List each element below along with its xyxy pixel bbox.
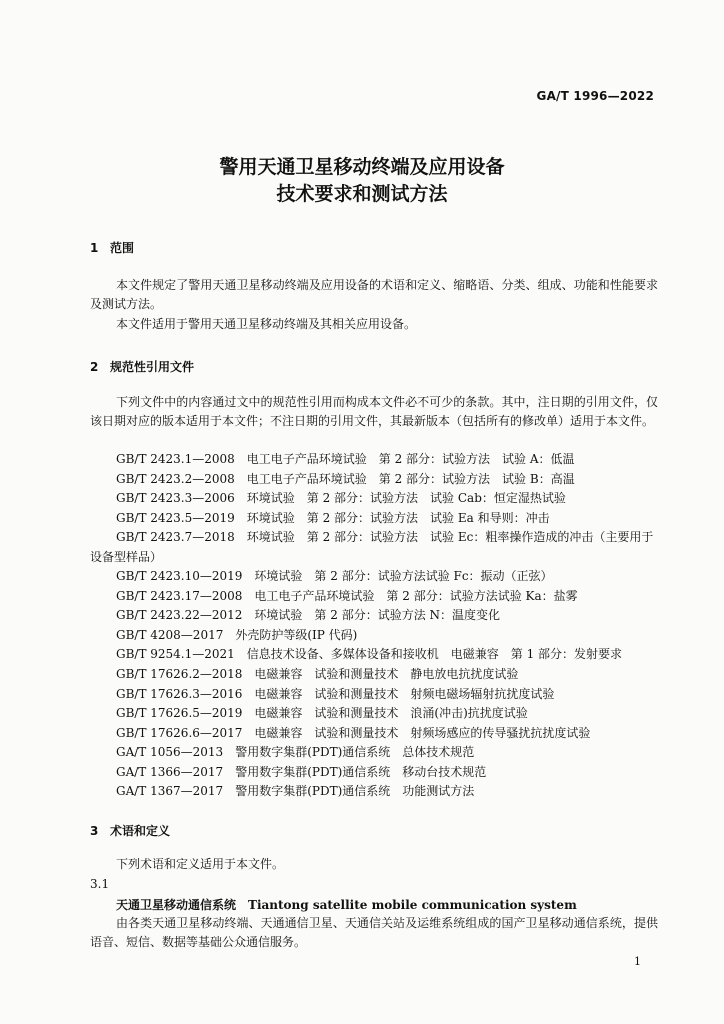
reference-item: GA/T 1056—2013 警用数字集群(PDT)通信系统 总体技术规范 [116, 745, 475, 760]
standard-code: GA/T 1996—2022 [536, 89, 654, 103]
section-1-heading [90, 239, 134, 256]
section-3-heading [90, 822, 170, 839]
reference-item: GB/T 2423.10—2019 环境试验 第 2 部分：试验方法试验 Fc：振动（正弦） [116, 569, 553, 584]
page-number: 1 [634, 955, 641, 968]
section-1-paragraph-1: 本文件规定了警用天通卫星移动终端及应用设备的术语和定义、缩略语、分类、组成、功能和性能要求及测试方法。 [90, 278, 658, 311]
section-2-number: 2 [90, 360, 99, 374]
reference-item: GB/T 4208—2017 外壳防护等级(IP 代码) [116, 627, 358, 642]
reference-item: GB/T 2423.2—2008 电工电子产品环境试验 第 2 部分：试验方法 试验 B：高温 [116, 471, 575, 486]
reference-item: GB/T 2423.22—2012 环境试验 第 2 部分：试验方法 N：温度变化 [116, 608, 501, 623]
reference-item: GB/T 17626.5—2019 电磁兼容 试验和测量技术 浪涌(冲击)抗扰度试验 [116, 706, 528, 721]
section-1-title: 范围 [110, 241, 135, 255]
reference-item: GB/T 17626.6—2017 电磁兼容 试验和测量技术 射频场感应的传导骚扰抗扰度试验 [116, 725, 591, 740]
reference-item: GB/T 2423.5—2019 环境试验 第 2 部分：试验方法 试验 Ea 和导则：冲击 [116, 510, 550, 525]
term-definition: 由各类天通卫星移动终端、天通通信卫星、天通信关站及运维系统组成的国产卫星移动通信系统，提供语音、短信、数据等基础公众通信服务。 [90, 916, 658, 949]
reference-item: GA/T 1366—2017 警用数字集群(PDT)通信系统 移动台技术规范 [116, 764, 487, 779]
section-1-paragraph-2: 本文件适用于警用天通卫星移动终端及其相关应用设备。 [116, 317, 417, 331]
term-heading [116, 896, 577, 913]
term-chinese: 天通卫星移动通信系统 [116, 898, 237, 912]
document-title-line-1: 警用天通卫星移动终端及应用设备 [219, 156, 505, 178]
reference-item: GB/T 2423.7—2018 环境试验 第 2 部分：试验方法 试验 Ec：粗率操作造成的冲击（主要用于设备型样品） [90, 530, 654, 564]
reference-item: GB/T 2423.3—2006 环境试验 第 2 部分：试验方法 试验 Cab：恒定湿热试验 [116, 491, 566, 506]
term-number: 3.1 [90, 877, 110, 891]
section-2-title: 规范性引用文件 [110, 360, 195, 374]
section-3-title: 术语和定义 [110, 824, 171, 838]
section-2-heading [90, 358, 194, 375]
section-3-intro: 下列术语和定义适用于本文件。 [116, 857, 285, 871]
document-title-line-2: 技术要求和测试方法 [276, 183, 448, 205]
reference-item: GB/T 17626.3—2016 电磁兼容 试验和测量技术 射频电磁场辐射抗扰度试验 [116, 686, 555, 701]
reference-item: GB/T 9254.1—2021 信息技术设备、多媒体设备和接收机 电磁兼容 第 1 部分：发射要求 [116, 647, 623, 662]
reference-item: GB/T 2423.17—2008 电工电子产品环境试验 第 2 部分：试验方法试验 Ka：盐雾 [116, 588, 578, 603]
section-2-intro: 下列文件中的内容通过文中的规范性引用而构成本文件必不可少的条款。其中，注日期的引用文件，仅该日期对应的版本适用于本文件；不注日期的引用文件，其最新版本（包括所有的修改单）适用于本文件。 [90, 395, 658, 428]
term-english: Tiantong satellite mobile communication system [248, 898, 577, 912]
section-3-number: 3 [90, 824, 99, 838]
section-1-number: 1 [90, 241, 99, 255]
normative-references-list [90, 450, 658, 802]
reference-item: GA/T 1367—2017 警用数字集群(PDT)通信系统 功能测试方法 [116, 784, 475, 799]
reference-item: GB/T 2423.1—2008 电工电子产品环境试验 第 2 部分：试验方法 试验 A：低温 [116, 452, 575, 466]
reference-item: GB/T 17626.2—2018 电磁兼容 试验和测量技术 静电放电抗扰度试验 [116, 667, 519, 682]
